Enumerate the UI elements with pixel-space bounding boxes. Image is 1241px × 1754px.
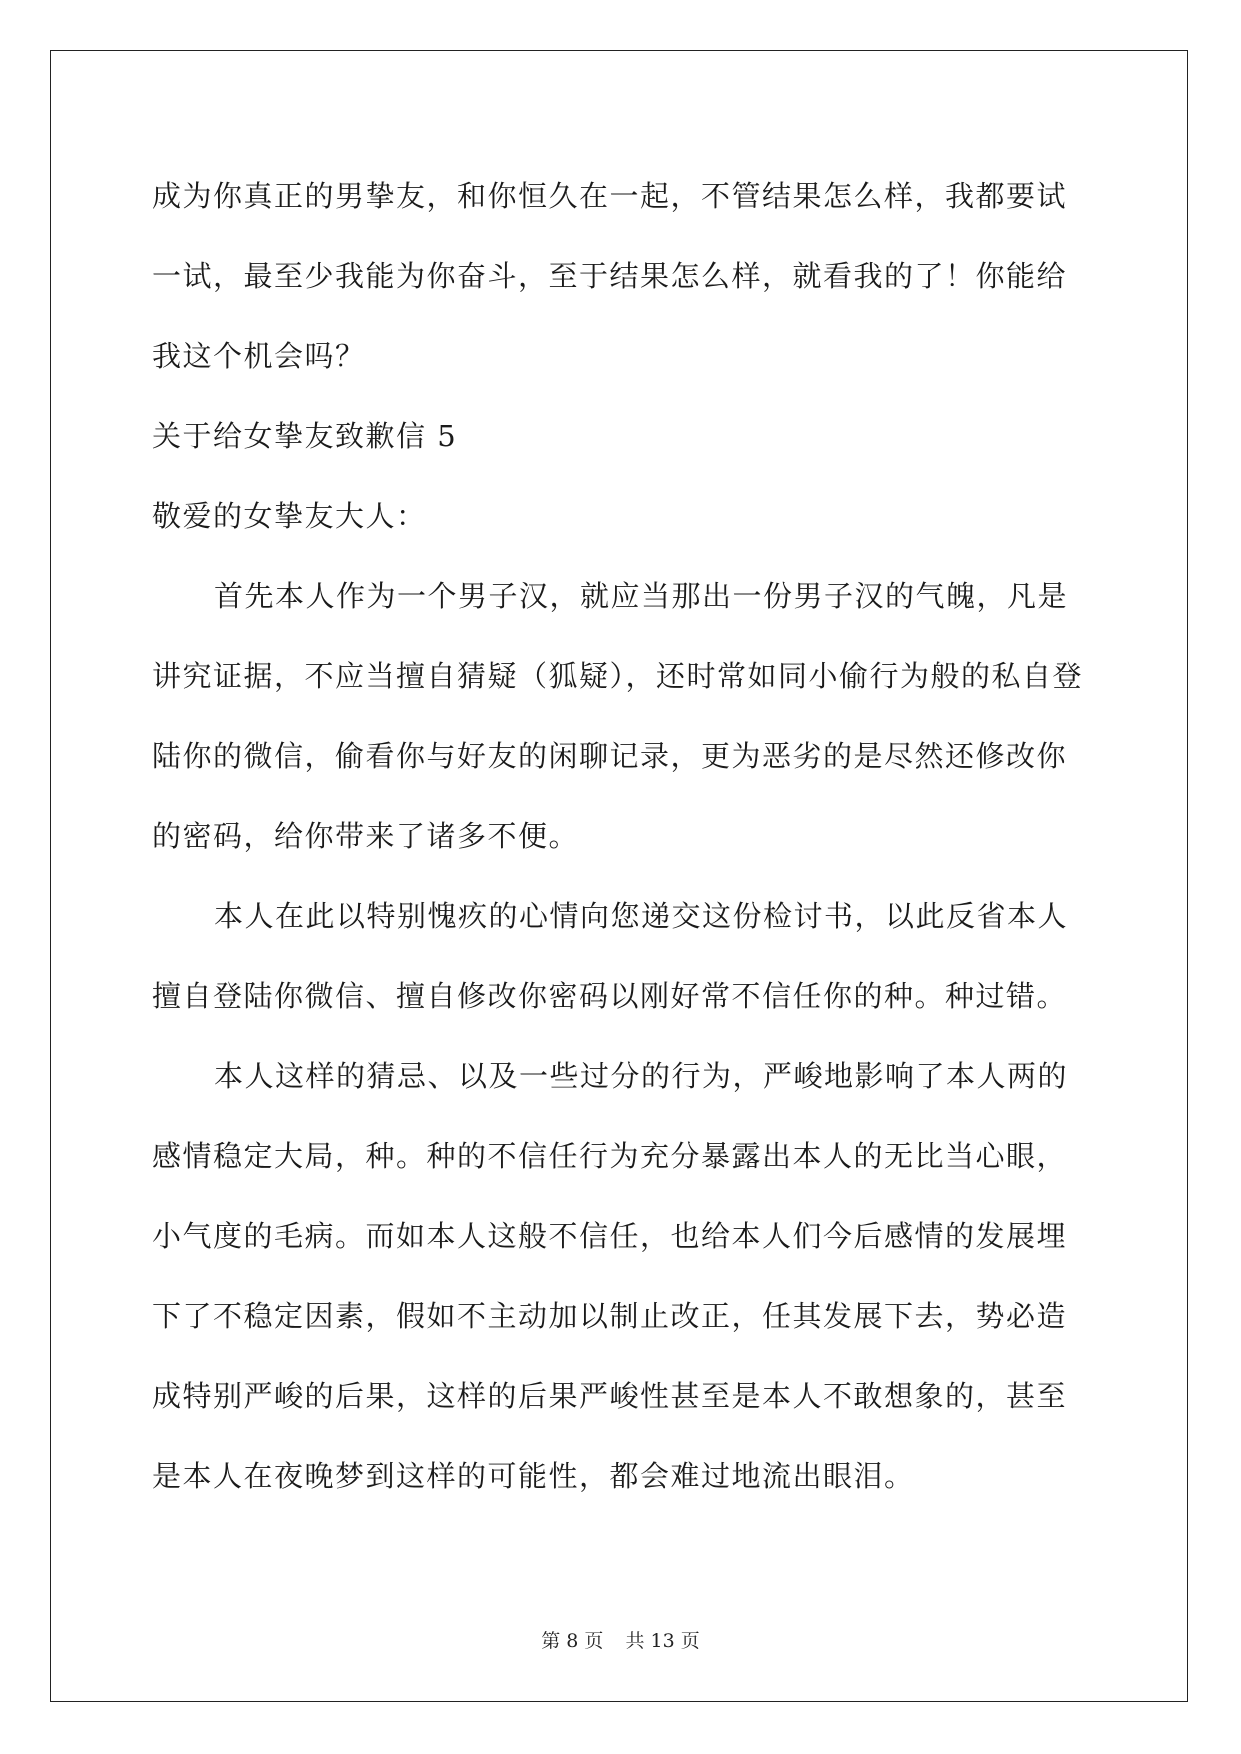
paragraph-start-line: 本人这样的猜忌、以及一些过分的行为，严峻地影响了本人两的 bbox=[214, 1059, 1069, 1093]
page-footer bbox=[0, 1626, 1241, 1653]
text-line: 我这个机会吗？ bbox=[152, 339, 366, 373]
text-line: 讲究证据，不应当擅自猜疑（狐疑），还时常如同小偷行为般的私自登 bbox=[152, 659, 1084, 693]
salutation: 敬爱的女挚友大人： bbox=[152, 499, 427, 533]
text-line: 小气度的毛病。而如本人这般不信任，也给本人们今后感情的发展埋 bbox=[152, 1219, 1068, 1253]
page-number: 第 8 页 bbox=[541, 1630, 604, 1652]
page-total: 共 13 页 bbox=[625, 1630, 700, 1652]
text-line: 擅自登陆你微信、擅自修改你密码以刚好常不信任你的种。种过错。 bbox=[152, 979, 1068, 1013]
document-body bbox=[152, 156, 1092, 1516]
text-line: 成特别严峻的后果，这样的后果严峻性甚至是本人不敢想象的，甚至 bbox=[152, 1379, 1068, 1413]
text-line: 成为你真正的男挚友，和你恒久在一起，不管结果怎么样，我都要试 bbox=[152, 179, 1068, 213]
text-line: 陆你的微信，偷看你与好友的闲聊记录，更为恶劣的是尽然还修改你 bbox=[152, 739, 1068, 773]
text-line: 是本人在夜晚梦到这样的可能性，都会难过地流出眼泪。 bbox=[152, 1459, 915, 1493]
text-line: 下了不稳定因素，假如不主动加以制止改正，任其发展下去，势必造 bbox=[152, 1299, 1068, 1333]
paragraph-start-line: 本人在此以特别愧疚的心情向您递交这份检讨书，以此反省本人 bbox=[214, 899, 1069, 933]
text-line: 一试，最至少我能为你奋斗，至于结果怎么样，就看我的了！你能给 bbox=[152, 259, 1068, 293]
paragraph-start-line: 首先本人作为一个男子汉，就应当那出一份男子汉的气魄，凡是 bbox=[214, 579, 1069, 613]
section-heading: 关于给女挚友致歉信 5 bbox=[152, 419, 458, 453]
text-line: 的密码，给你带来了诸多不便。 bbox=[152, 819, 580, 853]
text-line: 感情稳定大局，种。种的不信任行为充分暴露出本人的无比当心眼， bbox=[152, 1139, 1068, 1173]
